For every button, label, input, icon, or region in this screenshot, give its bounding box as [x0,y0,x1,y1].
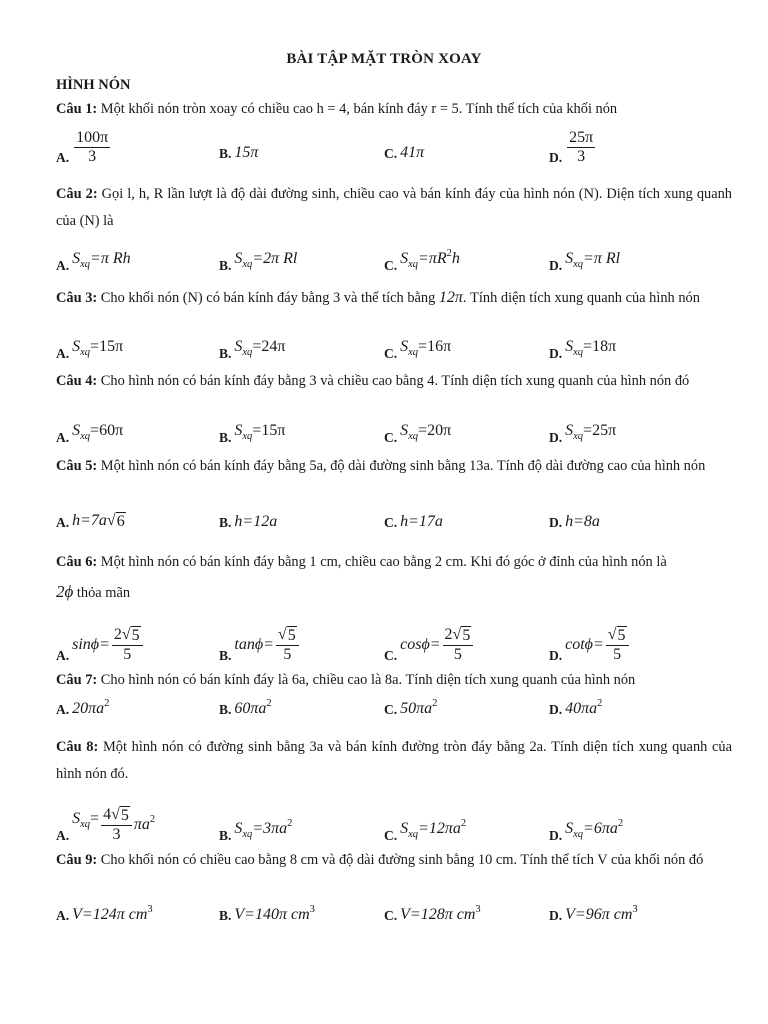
answers-5 [56,491,732,531]
answers-3 [56,322,732,362]
option-b[interactable]: B. V=140π $cm^3$ [219,904,315,923]
answers-2 [56,234,732,274]
option-d[interactable]: D. $S_{xq}=\pi$ Rl [549,250,621,273]
answers-8 [56,798,732,844]
question-3: Câu 3: Cho khối nón (N) có bán kính đáy bằng 3 và thể tích bằng 12π. Tính diện tích xung quanh của hình nón [56,289,700,306]
question-text: Một hình nón có đường sinh bằng 3a và bán kính đường tròn đáy bằng 2a. Tính diện tích xung quanh của hình nón đó. [56,739,732,782]
section-heading: HÌNH NÓN [56,77,131,93]
question-2 [56,181,732,235]
option-a[interactable]: A. sinϕ= 2 √ 5 5 [56,626,145,664]
option-a[interactable]: A. $S_{xq}=15\pi$ [56,338,124,361]
question-9 [56,847,732,874]
option-b[interactable]: B. $S_{xq}=2\pi$ Rl [219,250,298,273]
page-title: BÀI TẬP MẶT TRÒN XOAY [286,51,482,67]
option-d[interactable]: D. V=96π $cm^3$ [549,904,638,923]
option-c[interactable]: C. $50\pi a^2$ [384,698,438,717]
option-a[interactable]: A. $\frac{100\pi}{3}$ [56,129,109,165]
option-d[interactable]: D. $S_{xq}=18\pi$ [549,338,617,361]
question-text: Một khối nón tròn xoay có chiều cao h = 4, bán kính đáy r = 5. Tính thể tích của khối nón [97,101,618,117]
option-c[interactable]: C. 41π [384,144,425,161]
question-8 [56,734,732,788]
option-a[interactable]: A. $S_{xq}=60\pi$ [56,422,124,445]
answers-7 [56,678,732,718]
option-c[interactable]: C. V=128π $cm^3$ [384,904,481,923]
question-number: Câu 8: [56,739,99,755]
option-c[interactable]: C. h=17a [384,513,443,530]
option-a[interactable]: A. $S_{xq}=$ 4 √ 5 3 $\pi a^2$ [56,806,156,843]
question-number: Câu 6: [56,554,98,570]
question-4 [56,368,732,395]
option-b[interactable]: B. $60\pi a^2$ [219,698,272,717]
inline-math: 12π [438,289,463,306]
option-d[interactable]: D. h=8a [549,513,600,530]
inline-math: 2ϕ [56,582,74,601]
question-number: Câu 1: [56,101,98,117]
question-number: Câu 9: [56,852,98,868]
option-d[interactable]: D. cotϕ= √ 5 5 [549,626,631,664]
answers-1 [56,126,732,166]
option-a[interactable]: A. $20\pi a^2$ [56,698,110,717]
question-number: Câu 4: [56,373,98,389]
question-number: Câu 7: [56,672,98,688]
question-text: Một hình nón có bán kính đáy bằng 1 cm, chiều cao bằng 2 cm. Khi đó góc ở đỉnh của hình nón là [97,554,667,570]
option-b[interactable]: B. $S_{xq}=15\pi$ [219,422,286,445]
option-b[interactable]: B. $S_{xq}=24\pi$ [219,338,286,361]
question-text: Một hình nón có bán kính đáy bằng 5a, độ dài đường sinh bằng 13a. Tính độ dài đường cao của hình nón [97,458,706,474]
option-d[interactable]: D. $S_{xq}=6\pi a^2$ [549,818,624,843]
question-number: Câu 2: [56,186,98,202]
option-b[interactable]: B. h=12a [219,513,278,530]
question-number: Câu 5: [56,458,98,474]
question-text: Cho hình nón có bán kính đáy bằng 3 và chiều cao bằng 4. Tính diện tích xung quanh của hình nón đó [97,373,690,389]
option-a[interactable]: A. h=7a √ 6 [56,512,125,530]
option-d[interactable]: D. $\frac{25\pi}{3}$ [549,129,594,165]
option-a[interactable]: A. V=124π $cm^3$ [56,904,153,923]
option-c[interactable]: C. $S_{xq}=20\pi$ [384,422,452,445]
question-number: Câu 3: [56,290,98,306]
question-text: Gọi l, h, R lần lượt là độ dài đường sinh, chiều cao và bán kính đáy của hình nón (N). Diện tích xung quanh của (N) là [56,186,732,229]
option-d[interactable]: D. $40\pi a^2$ [549,698,603,717]
option-c[interactable]: C. cosϕ= 2 √ 5 5 [384,626,475,664]
question-5 [56,453,732,480]
question-6: Câu 6: Một hình nón có bán kính đáy bằng 1 cm, chiều cao bằng 2 cm. Khi đó góc ở đỉnh của hình nón là 2ϕ thỏa mãn [56,554,667,601]
option-c[interactable]: C. $S_{xq}=16\pi$ [384,338,452,361]
option-b[interactable]: B. 15π [219,144,259,161]
option-a[interactable]: A. $S_{xq}=\pi$ Rh [56,250,131,273]
question-text: Cho hình nón có bán kính đáy là 6a, chiều cao là 8a. Tính diện tích xung quanh của hình nón [97,672,636,688]
option-c[interactable]: C. $S_{xq}=\pi R^2h$ [384,248,460,273]
answers-9 [56,884,732,924]
option-c[interactable]: C. $S_{xq}=12\pi a^2$ [384,818,467,843]
option-d[interactable]: D. $S_{xq}=25\pi$ [549,422,617,445]
answers-4 [56,406,732,446]
question-1 [56,96,732,123]
answers-6 [56,620,732,664]
option-b[interactable]: B. tanϕ= √ 5 5 [219,626,301,664]
option-b[interactable]: B. $S_{xq}=3\pi a^2$ [219,818,293,843]
question-text: Cho khối nón có chiều cao bằng 8 cm và độ dài đường sinh bằng 10 cm. Tính thể tích V của khối nón đó [97,852,704,868]
